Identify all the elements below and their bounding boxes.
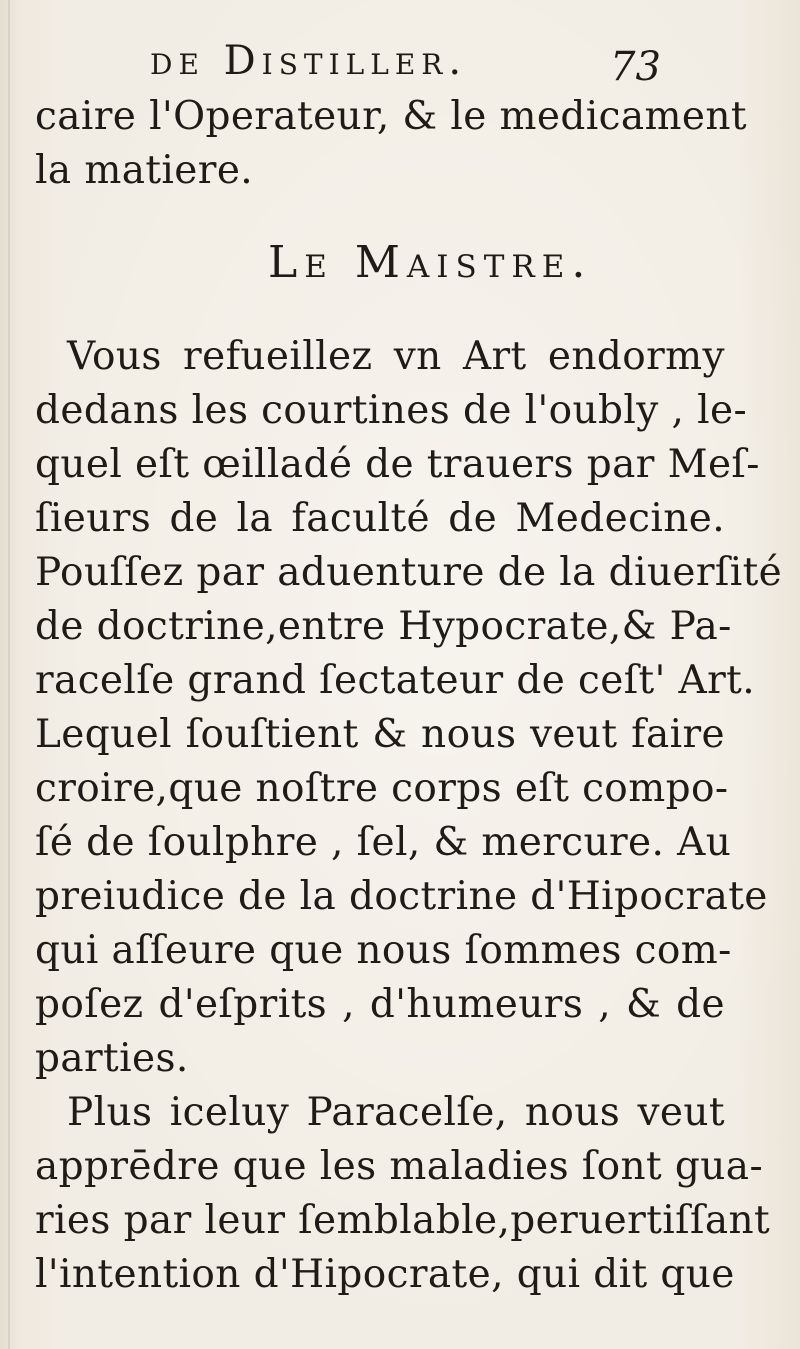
running-head: de Distiller. <box>150 38 468 84</box>
text-line: ſé de ſoulphre , ſel, & mercure. Au <box>35 820 732 865</box>
text-line: ſieurs de la faculté de Medecine. <box>35 496 725 541</box>
text-line: ries par leur ſemblable,peruertiſſant <box>35 1198 771 1243</box>
text-line: Lequel ſouſtient & nous veut faire <box>35 712 725 757</box>
text-line: dedans les courtines de l'oubly , le- <box>35 388 748 433</box>
text-line: preiudice de la doctrine d'Hipocrate <box>35 874 768 919</box>
text-line: de doctrine,entre Hypocrate,& Pa- <box>35 604 732 649</box>
main-text <box>35 330 783 1302</box>
text-line: quel eſt œilladé de trauers par Meſ- <box>35 442 760 487</box>
text-line: poſez d'eſprits , d'humeurs , & de <box>35 982 725 1027</box>
text-line: Pouſſez par aduenture de la diuerſité <box>35 550 783 595</box>
text-line: croire,que noſtre corps eſt compo- <box>35 766 729 811</box>
text-line: Vous refueillez vn Art endormy <box>67 334 725 379</box>
page-header <box>150 38 730 88</box>
text-line: apprēdre que les maladies ſont gua- <box>35 1144 764 1189</box>
section-heading: Le Maistre. <box>268 237 593 288</box>
text-line: racelſe grand ſectateur de ceſt' Art. <box>35 658 755 703</box>
text-line: caire l'Operateur, & le medicament <box>35 94 747 139</box>
text-line: qui aſſeure que nous ſommes com- <box>35 928 732 973</box>
text-line: parties. <box>35 1036 189 1081</box>
page-number: 73 <box>610 44 661 90</box>
intro-paragraph <box>35 90 747 198</box>
text-line: l'intention d'Hipocrate, qui dit que <box>35 1252 735 1297</box>
text-line: la matiere. <box>35 148 254 193</box>
text-line: Plus iceluy Paracelſe, nous veut <box>67 1090 725 1135</box>
page-gutter-edge <box>8 0 10 1349</box>
